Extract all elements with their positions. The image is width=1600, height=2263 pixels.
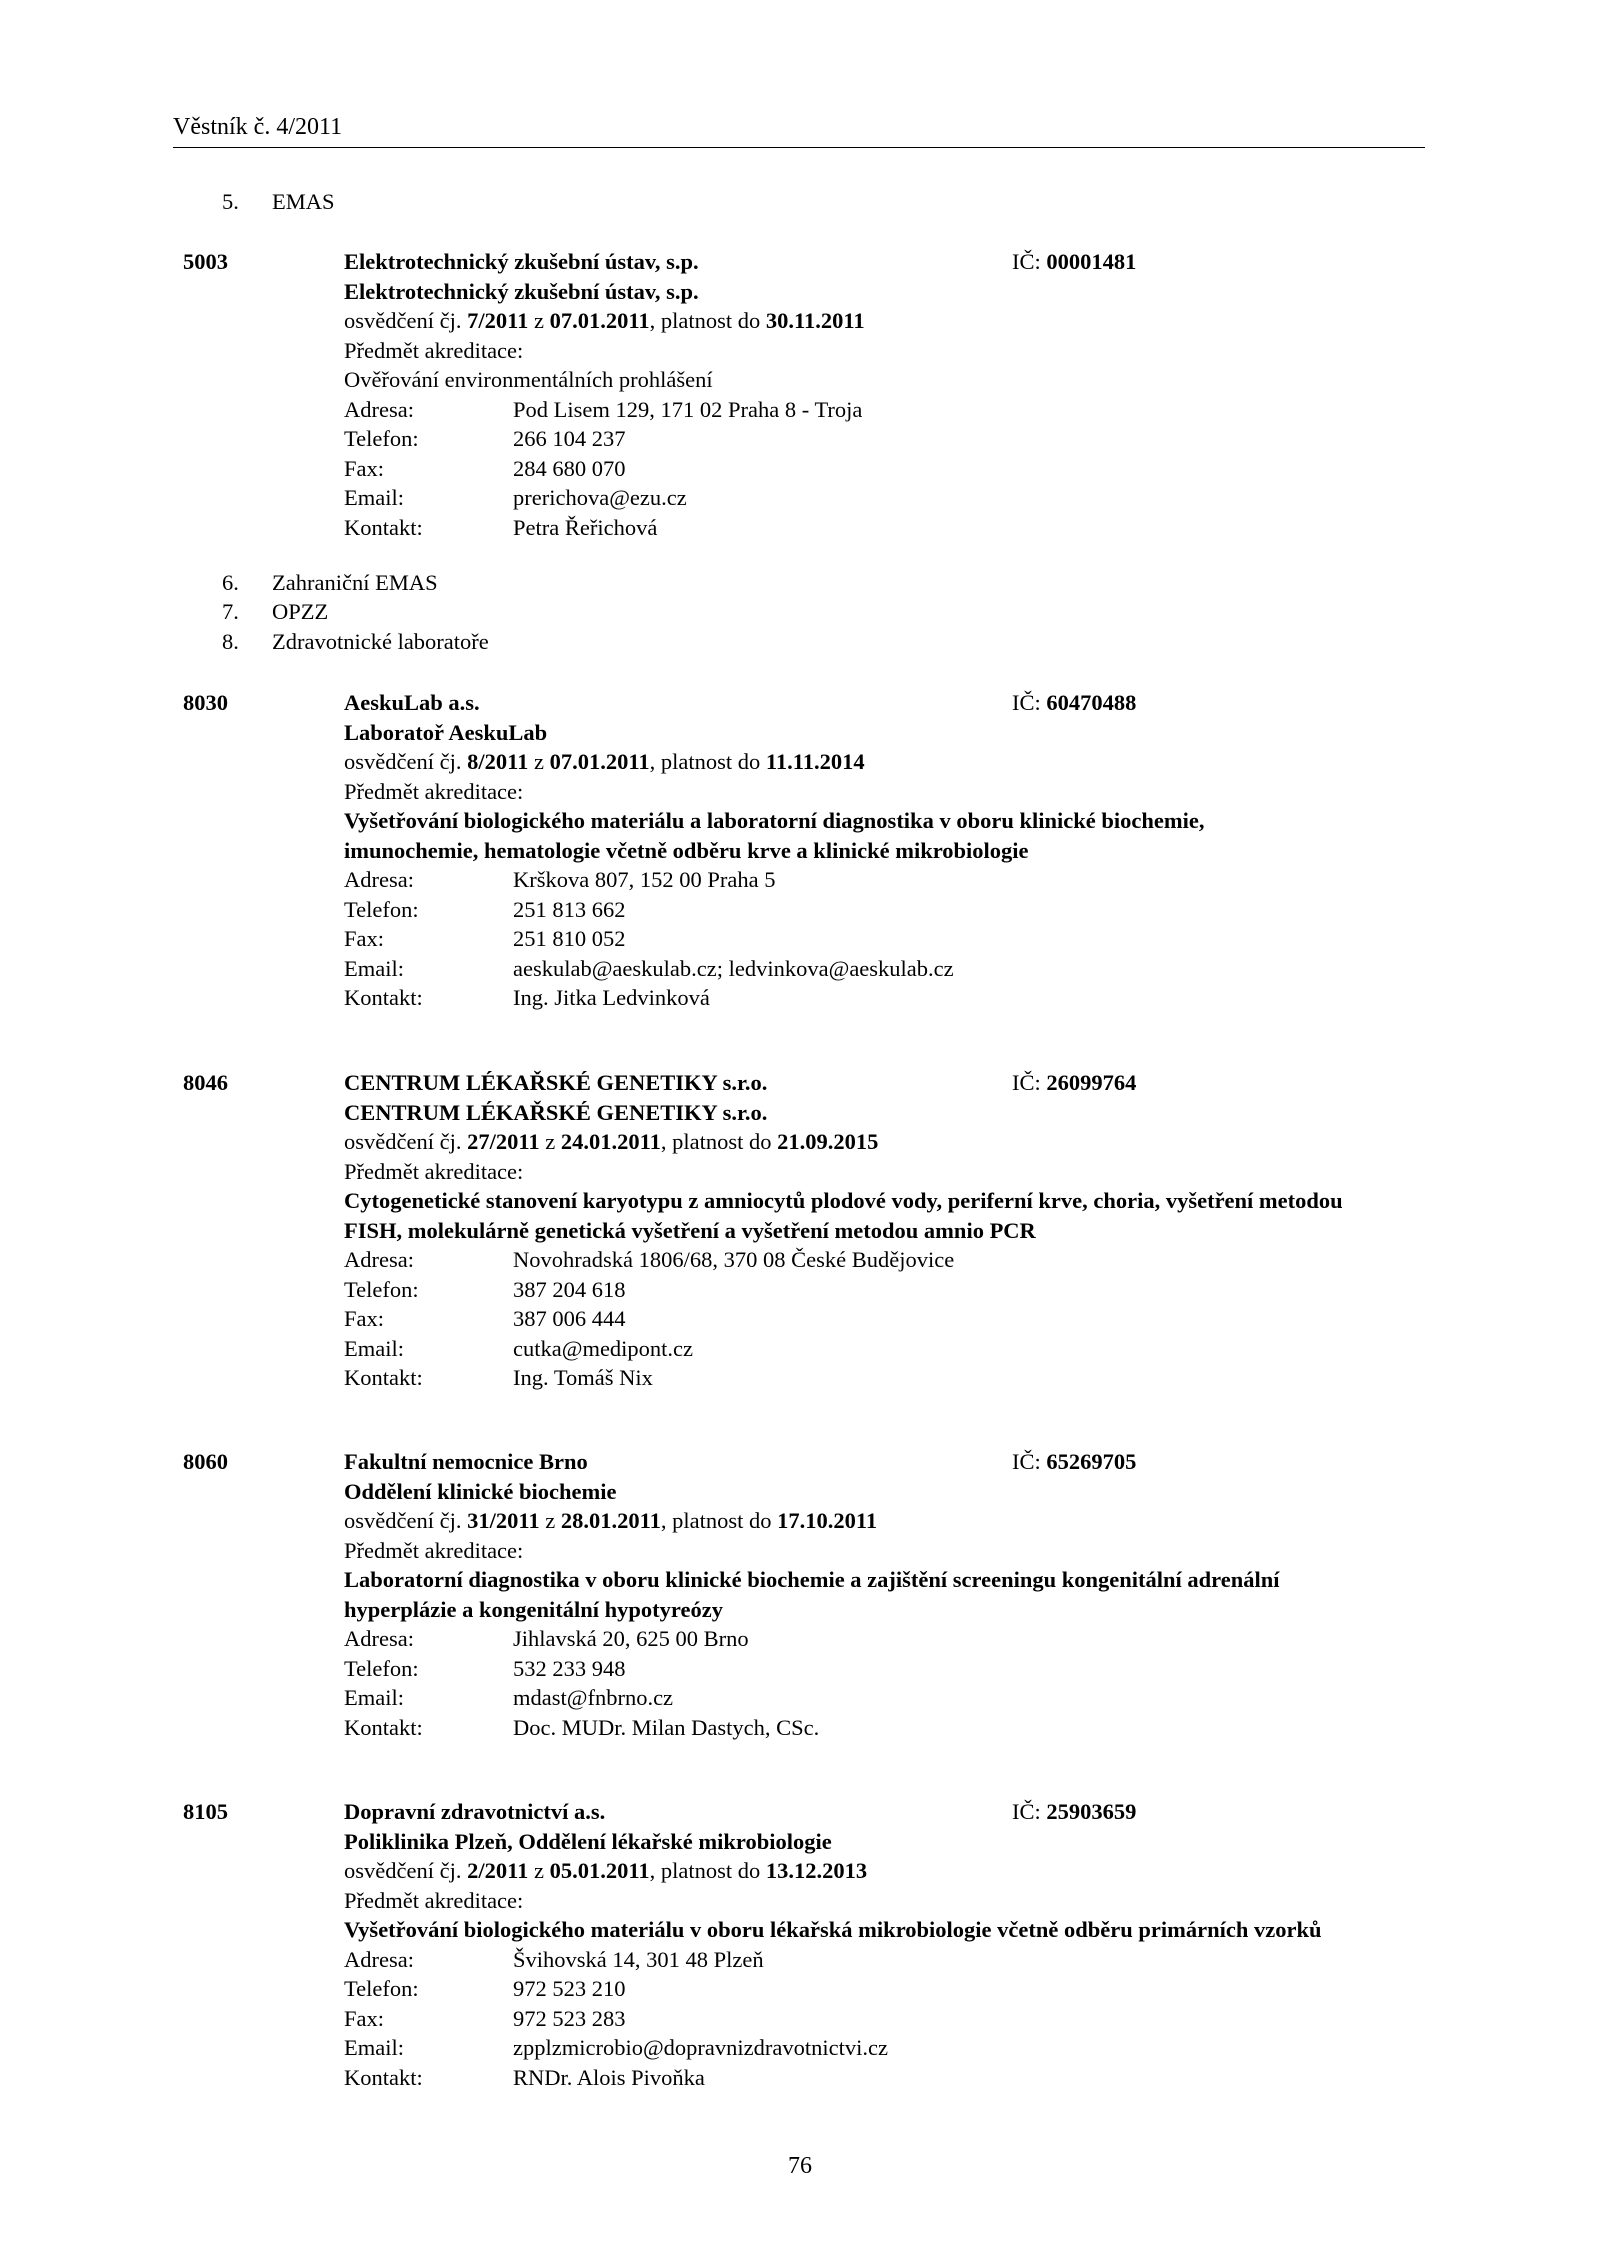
entry-body <box>344 1797 1434 2092</box>
ico-value: 65269705 <box>1046 1449 1137 1474</box>
email-row: Email: cutka@medipont.cz <box>344 1334 1434 1364</box>
ico-value: 60470488 <box>1046 690 1137 715</box>
entry-code: 8105 <box>183 1799 228 1824</box>
phone-value: 266 104 237 <box>513 426 626 451</box>
organization-name: Fakultní nemocnice Brno <box>344 1449 588 1474</box>
email-value: aeskulab@aeskulab.cz; ledvinkova@aeskulab.cz <box>513 955 954 981</box>
organization-name: Elektrotechnický zkušební ústav, s.p. <box>344 249 699 274</box>
address-row: Adresa: Jihlavská 20, 625 00 Brno <box>344 1624 1434 1654</box>
address-value: Novohradská 1806/68, 370 08 České Budějovice <box>513 1247 955 1272</box>
valid-to-date: 13.12.2013 <box>765 1858 868 1883</box>
section-number: 7. <box>222 599 239 624</box>
email-value: prerichova@ezu.cz <box>513 485 687 510</box>
organization-unit: Oddělení klinické biochemie <box>344 1478 617 1504</box>
contact-value: RNDr. Alois Pivoňka <box>513 2064 705 2090</box>
fax-row: Fax: 972 523 283 <box>344 2004 1434 2034</box>
subject-label: Předmět akreditace: <box>344 778 524 804</box>
subject-text-line-1: Vyšetřování biologického materiálu a laboratorní diagnostika v oboru klinické biochemie, <box>344 808 1205 833</box>
section-number: 5. <box>222 189 239 214</box>
fax-value: 284 680 070 <box>513 455 626 481</box>
certificate-date: 24.01.2011 <box>560 1129 661 1154</box>
certificate-date: 05.01.2011 <box>549 1858 650 1883</box>
ico: IČ: 60470488 <box>1012 690 1137 715</box>
subject-label: Předmět akreditace: <box>344 337 524 363</box>
ico: IČ: 26099764 <box>1012 1070 1137 1095</box>
contact-row: Kontakt: Ing. Tomáš Nix <box>344 1363 1434 1393</box>
entry-body <box>344 1068 1434 1393</box>
address-value: Švihovská 14, 301 48 Plzeň <box>513 1946 764 1972</box>
phone-row: Telefon: 251 813 662 <box>344 895 1434 925</box>
ico-value: 25903659 <box>1046 1799 1137 1824</box>
section-title: Zdravotnické laboratoře <box>272 629 489 654</box>
entry-body <box>344 247 1434 542</box>
certificate-line: osvědčení čj. 7/2011 z 07.01.2011, platnost do 30.11.2011 <box>344 308 865 333</box>
entry-body <box>344 688 1434 1013</box>
page-header <box>173 112 1425 148</box>
section-title: OPZZ <box>272 599 329 624</box>
ico-value: 00001481 <box>1046 249 1137 274</box>
email-value: mdast@fnbrno.cz <box>513 1685 674 1710</box>
fax-value: 972 523 283 <box>513 2005 626 2031</box>
entry-code: 5003 <box>183 249 228 274</box>
certificate-number: 8/2011 <box>467 749 529 774</box>
organization-name: AeskuLab a.s. <box>344 690 480 715</box>
entry-code: 8030 <box>183 690 228 715</box>
email-row: Email: prerichova@ezu.cz <box>344 483 1434 513</box>
phone-row: Telefon: 972 523 210 <box>344 1974 1434 2004</box>
phone-row: Telefon: 532 233 948 <box>344 1654 1434 1684</box>
certificate-date: 28.01.2011 <box>560 1508 661 1533</box>
subject-text: Ověřování environmentálních prohlášení <box>344 367 713 392</box>
fax-row: Fax: 284 680 070 <box>344 454 1434 484</box>
valid-to-date: 17.10.2011 <box>777 1508 878 1533</box>
contact-value: Doc. MUDr. Milan Dastych, CSc. <box>513 1714 820 1740</box>
fax-row: Fax: 251 810 052 <box>344 924 1434 954</box>
certificate-line: osvědčení čj. 8/2011 z 07.01.2011, platnost do 11.11.2014 <box>344 749 865 774</box>
ico: IČ: 25903659 <box>1012 1799 1137 1824</box>
certificate-date: 07.01.2011 <box>549 308 650 333</box>
fax-row: Fax: 387 006 444 <box>344 1304 1434 1334</box>
subject-text-line-2: FISH, molekulárně genetická vyšetření a vyšetření metodou amnio PCR <box>344 1217 1036 1243</box>
section-number: 6. <box>222 570 239 595</box>
address-row: Adresa: Švihovská 14, 301 48 Plzeň <box>344 1945 1434 1975</box>
certificate-line: osvědčení čj. 31/2011 z 28.01.2011, platnost do 17.10.2011 <box>344 1508 878 1533</box>
phone-row: Telefon: 266 104 237 <box>344 424 1434 454</box>
entry-code: 8060 <box>183 1449 228 1474</box>
email-value: cutka@medipont.cz <box>513 1335 694 1361</box>
phone-value: 387 204 618 <box>513 1276 626 1302</box>
subject-text-line-2: hyperplázie a kongenitální hypotyreózy <box>344 1596 723 1622</box>
contact-row: Kontakt: Ing. Jitka Ledvinková <box>344 983 1434 1013</box>
subject-text-line-2: imunochemie, hematologie včetně odběru krve a klinické mikrobiologie <box>344 837 1029 863</box>
ico: IČ: 00001481 <box>1012 249 1137 274</box>
section-number: 8. <box>222 629 239 654</box>
subject-label: Předmět akreditace: <box>344 1887 524 1913</box>
organization-unit: CENTRUM LÉKAŘSKÉ GENETIKY s.r.o. <box>344 1099 768 1125</box>
address-value: Jihlavská 20, 625 00 Brno <box>513 1626 749 1651</box>
address-row: Adresa: Novohradská 1806/68, 370 08 České Budějovice <box>344 1245 1434 1275</box>
certificate-number: 7/2011 <box>467 308 529 333</box>
ico: IČ: 65269705 <box>1012 1449 1137 1474</box>
organization-name: Dopravní zdravotnictví a.s. <box>344 1799 606 1824</box>
address-row: Adresa: Krškova 807, 152 00 Praha 5 <box>344 865 1434 895</box>
email-row: Email: zpplzmicrobio@dopravnizdravotnictvi.cz <box>344 2033 1434 2063</box>
subject-label: Předmět akreditace: <box>344 1537 524 1563</box>
address-value: Pod Lisem 129, 171 02 Praha 8 - Troja <box>513 396 863 422</box>
certificate-line: osvědčení čj. 2/2011 z 05.01.2011, platnost do 13.12.2013 <box>344 1858 868 1883</box>
certificate-number: 27/2011 <box>467 1129 540 1154</box>
entry-code: 8046 <box>183 1070 228 1095</box>
subject-text-line-1: Vyšetřování biologického materiálu v oboru lékařská mikrobiologie včetně odběru primárních vzorků <box>344 1917 1322 1942</box>
section-title: Zahraniční EMAS <box>272 570 438 595</box>
certificate-line: osvědčení čj. 27/2011 z 24.01.2011, platnost do 21.09.2015 <box>344 1129 879 1154</box>
fax-value: 387 006 444 <box>513 1306 626 1331</box>
contact-value: Petra Řeřichová <box>513 514 658 540</box>
phone-row: Telefon: 387 204 618 <box>344 1275 1434 1305</box>
certificate-number: 31/2011 <box>467 1508 540 1533</box>
email-row: Email: aeskulab@aeskulab.cz; ledvinkova@aeskulab.cz <box>344 954 1434 984</box>
valid-to-date: 21.09.2015 <box>777 1129 879 1154</box>
contact-row: Kontakt: RNDr. Alois Pivoňka <box>344 2063 1434 2093</box>
organization-name: CENTRUM LÉKAŘSKÉ GENETIKY s.r.o. <box>344 1070 768 1095</box>
address-value: Krškova 807, 152 00 Praha 5 <box>513 867 776 892</box>
address-row: Adresa: Pod Lisem 129, 171 02 Praha 8 - Troja <box>344 395 1434 425</box>
contact-value: Ing. Tomáš Nix <box>513 1365 653 1390</box>
organization-unit: Elektrotechnický zkušební ústav, s.p. <box>344 278 699 304</box>
subject-text-line-1: Cytogenetické stanovení karyotypu z amniocytů plodové vody, periferní krve, choria, vyšetření metodou <box>344 1188 1343 1213</box>
email-value: zpplzmicrobio@dopravnizdravotnictvi.cz <box>513 2035 888 2060</box>
fax-value: 251 810 052 <box>513 926 626 951</box>
journal-title: Věstník č. 4/2011 <box>173 114 343 140</box>
phone-value: 972 523 210 <box>513 1976 626 2001</box>
page-number: 76 <box>788 2153 812 2179</box>
contact-value: Ing. Jitka Ledvinková <box>513 985 710 1010</box>
phone-value: 251 813 662 <box>513 896 626 922</box>
entry-body <box>344 1447 1434 1742</box>
organization-unit: Poliklinika Plzeň, Oddělení lékařské mikrobiologie <box>344 1828 832 1854</box>
email-row: Email: mdast@fnbrno.cz <box>344 1683 1434 1713</box>
contact-row: Kontakt: Doc. MUDr. Milan Dastych, CSc. <box>344 1713 1434 1743</box>
certificate-date: 07.01.2011 <box>549 749 650 774</box>
ico-value: 26099764 <box>1046 1070 1137 1095</box>
valid-to-date: 11.11.2014 <box>765 749 865 774</box>
subject-text-line-1: Laboratorní diagnostika v oboru klinické biochemie a zajištění screeningu kongenitální adrenální <box>344 1567 1280 1592</box>
certificate-number: 2/2011 <box>467 1858 529 1883</box>
subject-label: Předmět akreditace: <box>344 1158 524 1184</box>
phone-value: 532 233 948 <box>513 1655 626 1681</box>
organization-unit: Laboratoř AeskuLab <box>344 719 548 745</box>
section-title: EMAS <box>272 189 335 214</box>
contact-row: Kontakt: Petra Řeřichová <box>344 513 1434 543</box>
valid-to-date: 30.11.2011 <box>765 308 865 333</box>
